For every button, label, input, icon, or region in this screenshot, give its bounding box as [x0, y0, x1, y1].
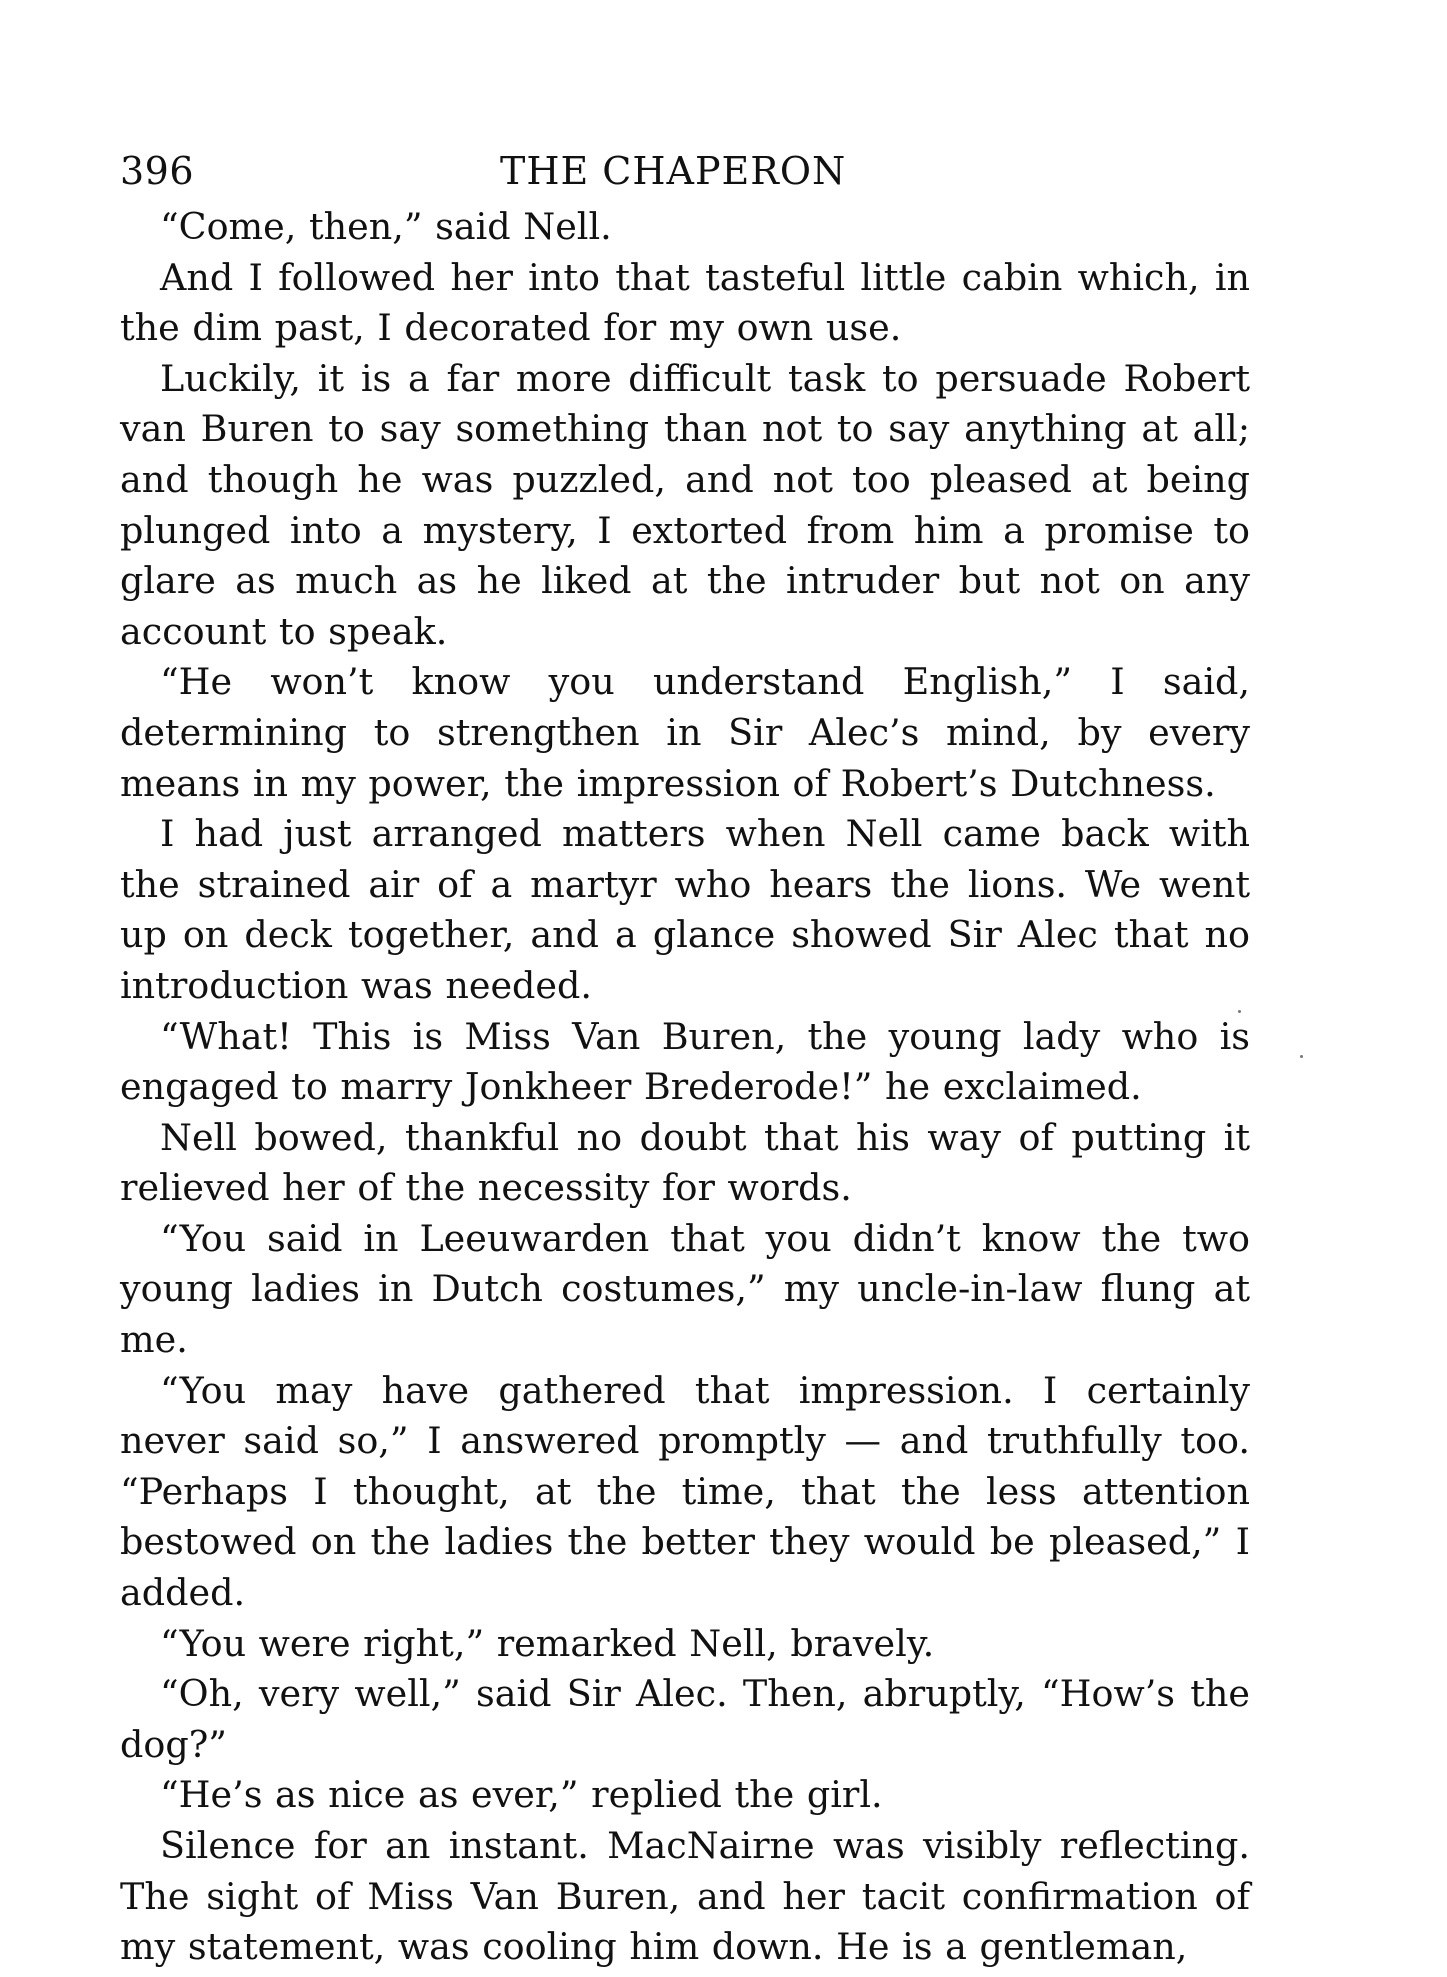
body-text — [120, 202, 1250, 1973]
paragraph: “You said in Leeuwarden that you didn’t know the two young ladies in Dutch costumes,” my uncle-in-law flung at me. — [120, 1216, 1250, 1362]
paragraph: “Oh, very well,” said Sir Alec. Then, abruptly, “How’s the dog?” — [120, 1672, 1250, 1766]
paragraph: “You were right,” remarked Nell, bravely. — [160, 1621, 935, 1665]
paragraph: Luckily, it is a far more difficult task to persuade Robert van Buren to say something than not to say anything at all; and though he was puzzled, and not too pleased at being plunged into a mystery, I extorted from him a promise to glare as much as he liked at the intruder but not on any account to speak. — [120, 356, 1250, 653]
page-number: 396 — [120, 149, 195, 193]
paragraph: “Come, then,” said Nell. — [160, 205, 612, 248]
paragraph: “He won’t know you understand English,” I said, determining to strengthen in Sir Alec’s mind, by every means in my power, the impression of Robert’s Dutchness. — [120, 660, 1250, 805]
paragraph: Nell bowed, thankful no doubt that his way of putting it relieved her of the necessity for words. — [120, 1115, 1250, 1210]
paragraph: “What! This is Miss Van Buren, the young lady who is engaged to marry Jonkheer Brederode!” he exclaimed. — [120, 1014, 1250, 1109]
paragraph: “You may have gathered that impression. I certainly never said so,” I answered promptly — and truthfully too. “Perhaps I thought, at the time, that the less attention bestowed on the ladies the better they would be pleased,” I added. — [120, 1368, 1250, 1615]
paragraph: And I followed her into that tasteful little cabin which, in the dim past, I decorated for my own use. — [120, 255, 1250, 350]
book-page — [120, 140, 1250, 1973]
paragraph: “He’s as nice as ever,” replied the girl. — [160, 1773, 883, 1817]
scan-speck — [1300, 1055, 1303, 1058]
page-header — [120, 140, 1250, 202]
running-title: THE CHAPERON — [500, 149, 847, 193]
paragraph: I had just arranged matters when Nell came back with the strained air of a martyr who hears the lions. We went up on deck together, and a glance showed Sir Alec that no introduction was needed. — [120, 812, 1250, 1007]
paragraph: Silence for an instant. MacNairne was visibly reflecting. The sight of Miss Van Buren, and her tacit confirmation of my statement, was cooling him down. He is a gentleman, — [120, 1824, 1250, 1969]
scan-speck — [1238, 1010, 1241, 1013]
